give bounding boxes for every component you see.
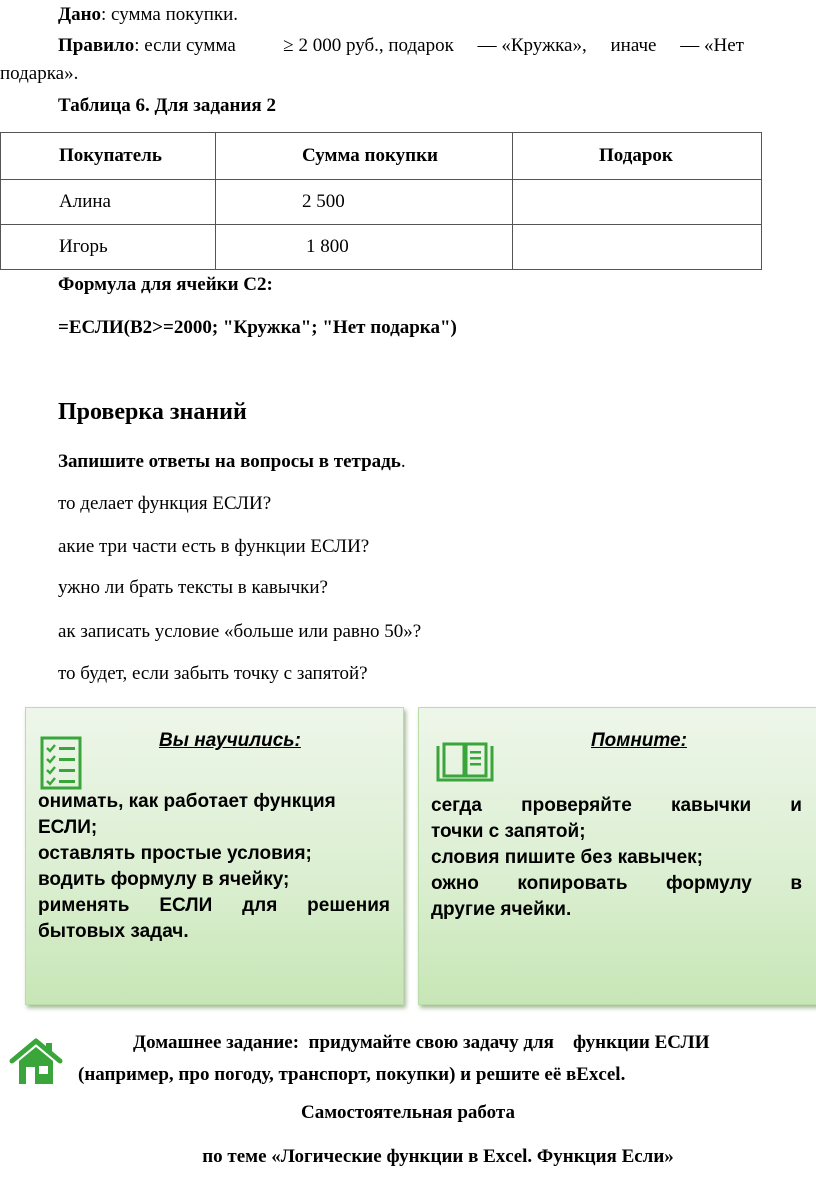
- table-row: [1, 180, 762, 225]
- question-4: ак записать условие «больше или равно 50»?: [58, 621, 422, 642]
- check-instruction: Запишите ответы на вопросы в тетрадь.: [58, 451, 406, 472]
- question-3: ужно ли брать тексты в кавычки?: [58, 577, 328, 598]
- cell-sum: 1 800: [216, 225, 513, 270]
- rule-line: Правило: если сумма ≥ 2 000 руб., подарок — «Кружка», иначе — «Нет: [58, 35, 744, 56]
- list-item: другие ячейки.: [431, 899, 572, 920]
- formula: =ЕСЛИ(B2>=2000; "Кружка"; "Нет подарка"): [58, 317, 457, 338]
- list-item: рименять ЕСЛИ для решения: [38, 895, 390, 916]
- given-line: Дано: сумма покупки.: [58, 4, 239, 25]
- independent-subtitle: по теме «Логические функции в Excel. Функция Если»: [202, 1146, 674, 1167]
- learned-box: [25, 707, 404, 1005]
- question-5: то будет, если забыть точку с запятой?: [58, 663, 368, 684]
- task-table: [0, 132, 762, 270]
- learned-title: Вы научились:: [159, 730, 301, 751]
- remember-box: [418, 707, 816, 1005]
- remember-title: Помните:: [591, 730, 687, 751]
- cell-buyer: Алина: [1, 180, 216, 225]
- list-item: ЕСЛИ;: [38, 817, 98, 838]
- independent-title: Самостоятельная работа: [301, 1102, 515, 1123]
- cell-sum: 2 500: [216, 180, 513, 225]
- list-item: бытовых задач.: [38, 921, 189, 942]
- list-item: точки с запятой;: [431, 821, 586, 842]
- learned-list: [38, 789, 390, 945]
- list-item: словия пишите без кавычек;: [431, 847, 703, 868]
- homework-line-1: Домашнее задание: придумайте свою задачу для функции ЕСЛИ: [133, 1032, 710, 1053]
- header-gift: Подарок: [513, 133, 762, 180]
- checklist-icon: [40, 736, 82, 795]
- remember-list: [431, 793, 802, 923]
- rule-line-2: подарка».: [0, 63, 79, 84]
- table-row: [1, 225, 762, 270]
- question-1: то делает функция ЕСЛИ?: [58, 493, 272, 514]
- check-title: Проверка знаний: [58, 399, 247, 425]
- list-item: ожно копировать формулу в: [431, 873, 802, 894]
- cell-buyer: Игорь: [1, 225, 216, 270]
- list-item: водить формулу в ячейку;: [38, 869, 290, 890]
- book-icon: [435, 742, 495, 789]
- cell-gift: [513, 225, 762, 270]
- table-header-row: [1, 133, 762, 180]
- homework-line-2: (например, про погоду, транспорт, покупки) и решите её вExcel.: [78, 1064, 626, 1085]
- cell-gift: [513, 180, 762, 225]
- header-buyer: Покупатель: [1, 133, 216, 180]
- list-item: сегда проверяйте кавычки и: [431, 795, 802, 816]
- header-sum: Сумма покупки: [216, 133, 513, 180]
- list-item: онимать, как работает функция: [38, 791, 336, 812]
- list-item: оставлять простые условия;: [38, 843, 312, 864]
- table-caption: Таблица 6. Для задания 2: [58, 95, 276, 116]
- question-2: акие три части есть в функции ЕСЛИ?: [58, 536, 370, 557]
- house-icon: [8, 1037, 64, 1092]
- formula-label: Формула для ячейки C2:: [58, 274, 273, 295]
